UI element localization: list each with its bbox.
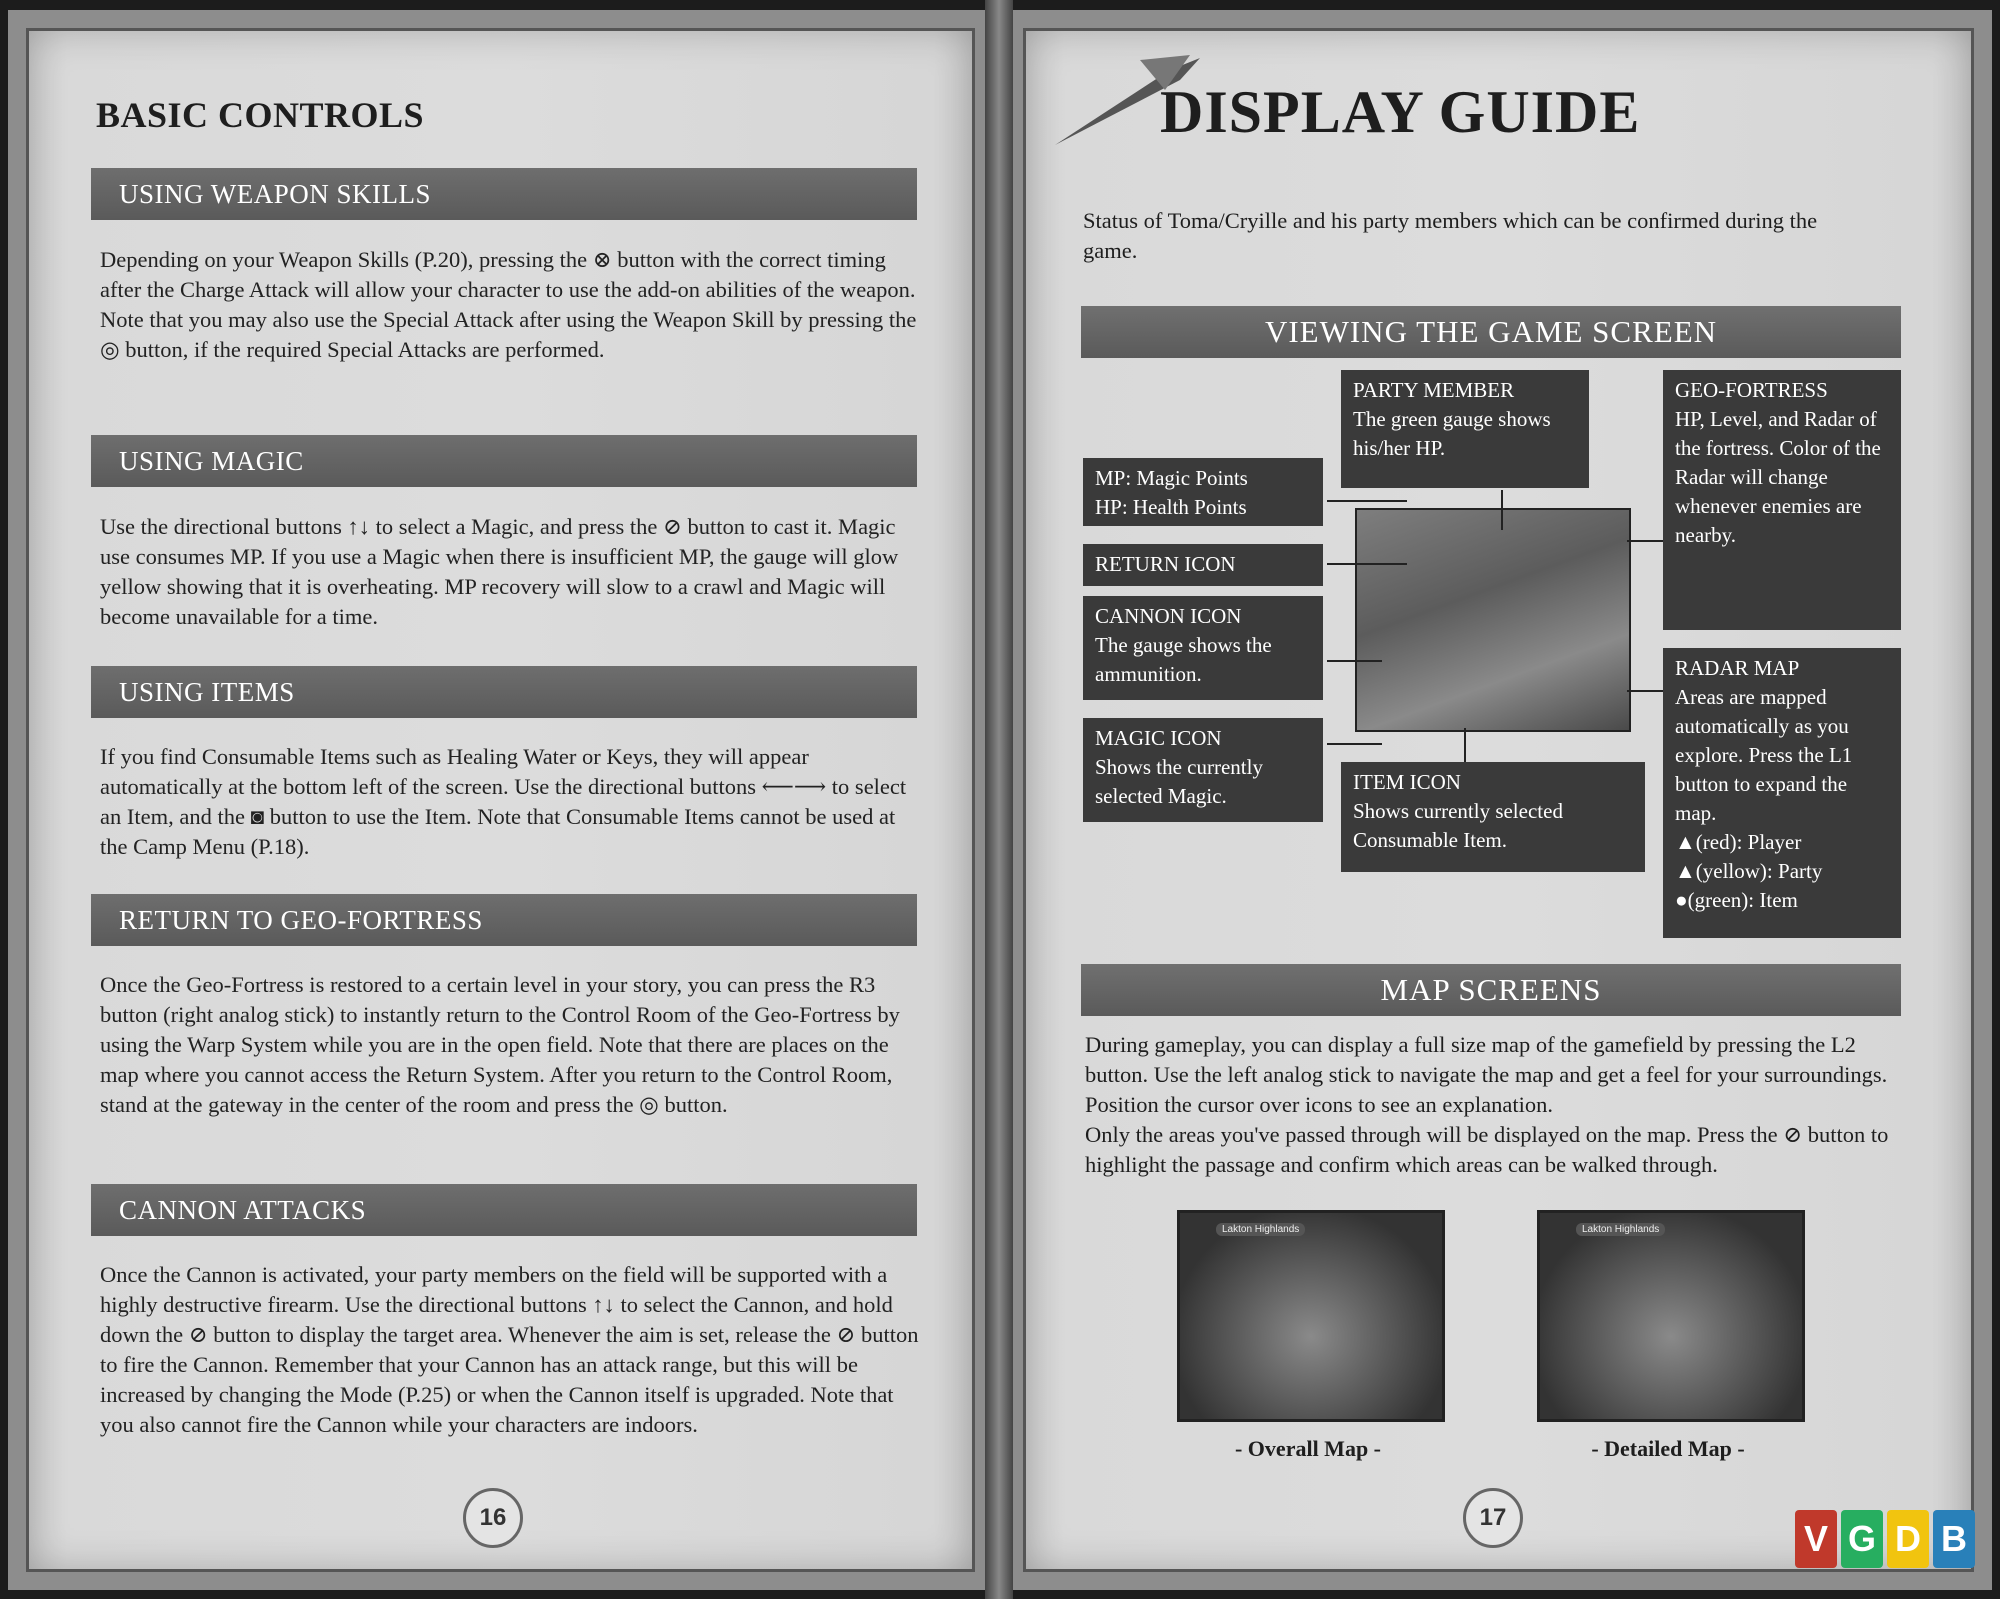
legend-row: [1675, 886, 1889, 915]
section-heading-items: USING ITEMS: [91, 666, 917, 718]
radar-legend: [1675, 828, 1889, 915]
connector-line: [1501, 490, 1503, 530]
section-body-items: If you find Consumable Items such as Healing Water or Keys, they will appear automatically at the bottom left of the screen. Use the directional buttons ⟵⟶ to select an Item, and the ◙ button to use the Item. Note that Consumable Items cannot be used at the Camp Menu (P.18).: [100, 744, 907, 859]
label-title: CANNON ICON: [1095, 604, 1242, 628]
left-page: [8, 10, 993, 1590]
label-title: RADAR MAP: [1675, 656, 1800, 680]
label-title: MAGIC ICON: [1095, 726, 1222, 750]
connector-line: [1327, 743, 1382, 745]
label-desc: The gauge shows the ammunition.: [1095, 633, 1272, 686]
label-title: RETURN ICON: [1095, 552, 1236, 576]
legend-meaning: Party: [1778, 859, 1823, 883]
map-body-paragraph-2: Only the areas you've passed through will be displayed on the map. Press the ⊘ button to highlight the passage and confirm which areas can be walked through.: [1085, 1122, 1889, 1177]
label-return-icon: [1083, 544, 1323, 586]
label-title: GEO-FORTRESS: [1675, 378, 1828, 402]
label-cannon-icon: [1083, 596, 1323, 700]
legend-symbol: ▲(red):: [1675, 830, 1743, 854]
page-number: 16: [463, 1488, 523, 1548]
connector-line: [1464, 728, 1466, 764]
label-radar-map: [1663, 648, 1901, 938]
label-desc: The green gauge shows his/her HP.: [1353, 407, 1551, 460]
section-body-cannon: Once the Cannon is activated, your party members on the field will be supported with a highly destructive firearm. Use the directional buttons ↑↓ to select the Cannon, and hold down the ⊘ button to display the target area. Whenever the aim is set, release the ⊘ button to fire the Cannon. Remember that your Cannon has an attack range, but this will be increased by changing the Mode (P.25) or when the Cannon itself is upgraded. Note that you also cannot fire the Cannon while your characters are indoors.: [100, 1262, 919, 1437]
overall-map-screenshot: [1177, 1210, 1445, 1422]
section-heading-cannon: CANNON ATTACKS: [91, 1184, 917, 1236]
watermark-letter: D: [1887, 1510, 1929, 1568]
section-heading-weapon-skills: USING WEAPON SKILLS: [91, 168, 917, 220]
watermark-letter: B: [1933, 1510, 1975, 1568]
label-mp-hp: [1083, 458, 1323, 526]
legend-symbol: ●(green):: [1675, 888, 1755, 912]
section-body-weapon-skills: Depending on your Weapon Skills (P.20), pressing the ⊗ button with the correct timing after the Charge Attack will allow your character to use the add-on abilities of the weapon. Note that you may also use the Special Attack after using the Weapon Skill by pressing the ◎ button, if the required Special Attacks are performed.: [100, 247, 917, 362]
game-screenshot: [1355, 508, 1631, 732]
label-party-member: [1341, 370, 1589, 488]
connector-line: [1327, 660, 1382, 662]
label-mp-line: MP: Magic Points: [1095, 466, 1248, 490]
page-title: DISPLAY GUIDE: [1160, 79, 1641, 145]
connector-line: [1327, 563, 1407, 565]
label-geo-fortress: [1663, 370, 1901, 630]
label-magic-icon: [1083, 718, 1323, 822]
connector-line: [1327, 500, 1407, 502]
legend-row: [1675, 857, 1889, 886]
label-desc: Shows the currently selected Magic.: [1095, 755, 1263, 808]
label-desc: Shows currently selected Consumable Item.: [1353, 799, 1563, 852]
watermark-letter: G: [1841, 1510, 1883, 1568]
section-heading-return: RETURN TO GEO-FORTRESS: [91, 894, 917, 946]
page-number: 17: [1463, 1488, 1523, 1548]
map-screens-body: [1085, 1030, 1915, 1180]
section-body-magic: Use the directional buttons ↑↓ to select a Magic, and press the ⊘ button to cast it. Magic use consumes MP. If you use a Magic when there is insufficient MP, the gauge will glow yellow showing that it is overheating. MP recovery will slow to a crawl and Magic will become unavailable for a time.: [100, 514, 899, 629]
label-desc: HP, Level, and Radar of the fortress. Color of the Radar will change whenever enemies are nearby.: [1675, 407, 1881, 547]
detailed-map-caption: - Detailed Map -: [1591, 1436, 1745, 1461]
right-page: [1005, 10, 1992, 1590]
page-title: BASIC CONTROLS: [96, 95, 425, 135]
legend-symbol: ▲(yellow):: [1675, 859, 1773, 883]
section-heading-viewing: VIEWING THE GAME SCREEN: [1081, 306, 1901, 358]
intro-text: Status of Toma/Cryille and his party members which can be confirmed during the game.: [1083, 208, 1818, 263]
watermark-logo: [1795, 1510, 1975, 1572]
label-title: ITEM ICON: [1353, 770, 1461, 794]
legend-row: [1675, 828, 1889, 857]
section-body-return: Once the Geo-Fortress is restored to a certain level in your story, you can press the R3 button (right analog stick) to instantly return to the Control Room of the Geo-Fortress by using the Warp System while you are in the open field. Note that there are places on the map where you cannot access the Return System. After you return to the Control Room, stand at the gateway in the center of the room and press the ◎ button.: [100, 972, 900, 1117]
label-hp-line: HP: Health Points: [1095, 495, 1247, 519]
map-location-tag: Lakton Highlands: [1216, 1223, 1305, 1236]
section-heading-magic: USING MAGIC: [91, 435, 917, 487]
detailed-map-screenshot: [1537, 1210, 1805, 1422]
overall-map-caption: - Overall Map -: [1234, 1436, 1382, 1461]
label-desc: Areas are mapped automatically as you explore. Press the L1 button to expand the map.: [1675, 685, 1853, 825]
section-heading-map-screens: MAP SCREENS: [1081, 964, 1901, 1016]
legend-meaning: Player: [1747, 830, 1802, 854]
legend-meaning: Item: [1759, 888, 1798, 912]
map-location-tag: Lakton Highlands: [1576, 1223, 1665, 1236]
label-title: PARTY MEMBER: [1353, 378, 1515, 402]
label-item-icon: [1341, 762, 1645, 872]
book-spine: [985, 0, 1013, 1599]
watermark-letter: V: [1795, 1510, 1837, 1568]
map-body-paragraph-1: During gameplay, you can display a full size map of the gamefield by pressing the L2 button. Use the left analog stick to navigate the map and get a feel for your surroundings. Position the cursor over icons to see an explanation.: [1085, 1032, 1888, 1117]
